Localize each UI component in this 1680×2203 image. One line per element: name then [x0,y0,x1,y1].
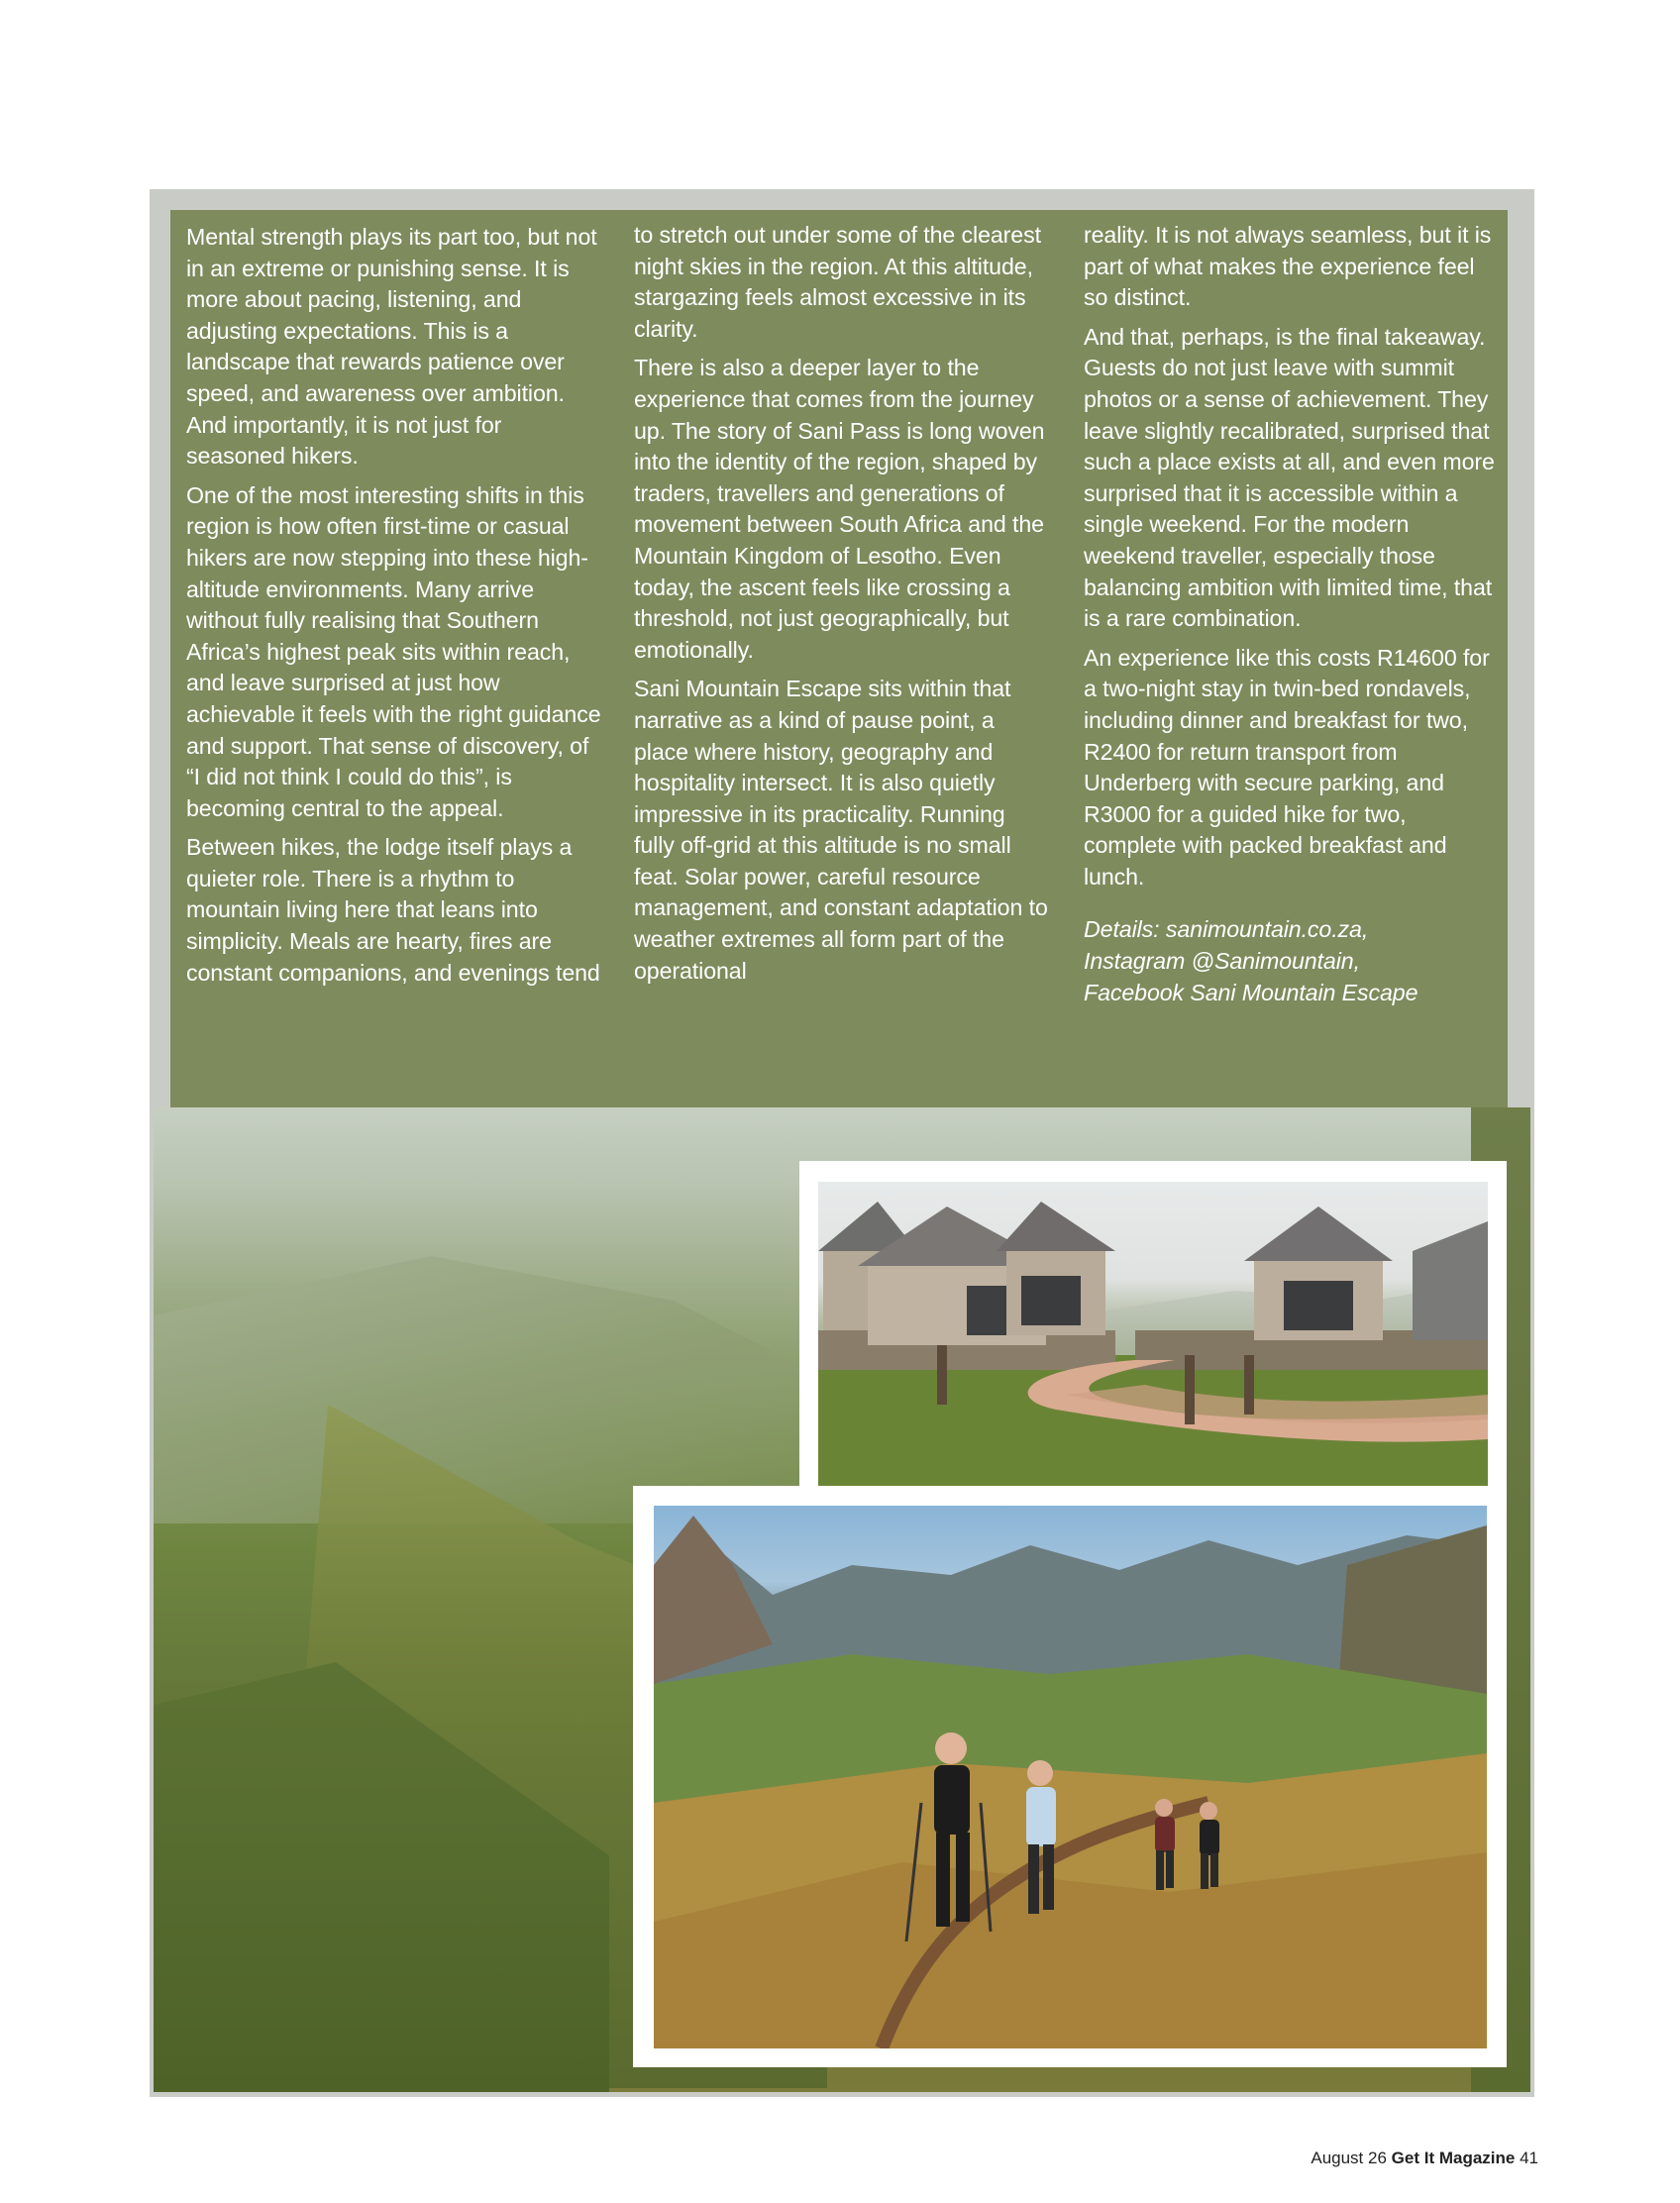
paragraph: Between hikes, the lodge itself plays a quieter role. There is a rhythm to mountain living here that leans into simplicity. Meals are hearty, fires are constant companions, and evenings tend [186,834,600,986]
details-block [1084,914,1500,1008]
details-website: Details: sanimountain.co.za, [1084,916,1369,943]
details-facebook: Facebook Sani Mountain Escape [1084,979,1418,1005]
footer-issue: August 26 [1311,2149,1387,2167]
paragraph: And that, perhaps, is the final takeaway. Guests do not just leave with summit photos or a sense of achievement. They leave slightly recalibrated, surprised that such a place exists at all, and even more surprised that it is accessible within a single weekend. For the modern weekend traveller, especially those balancing ambition with limited time, that is a rare combination. [1084,323,1495,632]
footer-magazine: Get It Magazine [1391,2149,1516,2167]
paragraph: to stretch out under some of the clearest night skies in the region. At this altitude, stargazing feels almost excessive in its clarity. [634,222,1041,342]
footer-page-number: 41 [1520,2149,1538,2167]
hikers-photo [654,1506,1487,2048]
article-text-panel [170,210,1508,1127]
paragraph: Mental strength plays its part too, but not in an extreme or punishing sense. It is more about pacing, listening, and adjusting expectations. This is a landscape that rewards patience over speed, and awareness over ambition. And importantly, it is not just for seasoned hikers. [186,224,597,470]
paragraph: One of the most interesting shifts in this region is how often first-time or casual hikers are now stepping into these high-altitude environments. Many arrive without fully realising that Southern Africa’s highest peak sits within reach, and leave surprised at just how achievable it feels with the right guidance and support. That sense of discovery, of “I did not think I could do this”, is becoming central to the appeal. [186,481,601,821]
article-column-3 [1084,220,1500,1016]
paragraph: reality. It is not always seamless, but it is part of what makes the experience feel so distinct. [1084,222,1492,311]
distant-hill [154,1226,847,1523]
paragraph: There is also a deeper layer to the experience that comes from the journey up. The story of Sani Pass is long woven into the identity of the region, shaped by traders, travellers and generations of movement between South Africa and the Mountain Kingdom of Lesotho. Even today, the ascent feels like crossing a threshold, not just geographically, but emotionally. [634,355,1045,663]
paragraph: Sani Mountain Escape sits within that narrative as a kind of pause point, a place where history, geography and hospitality intersect. It is also quietly impressive in its practicality. Running fully off-grid at this altitude is no small feat. Solar power, careful resource management, and constant adaptation to weather extremes all form part of the operational [634,676,1048,984]
page-footer [1311,2149,1538,2168]
article-column-2 [634,220,1050,995]
details-instagram: Instagram @Sanimountain, [1084,948,1360,975]
paragraph: An experience like this costs R14600 for a two-night stay in twin-bed rondavels, including dinner and breakfast for two, R2400 for return transport from Underberg with secure parking, and R3000 for a guided hike for two, complete with packed breakfast and lunch. [1084,644,1490,890]
article-column-1 [186,222,602,997]
